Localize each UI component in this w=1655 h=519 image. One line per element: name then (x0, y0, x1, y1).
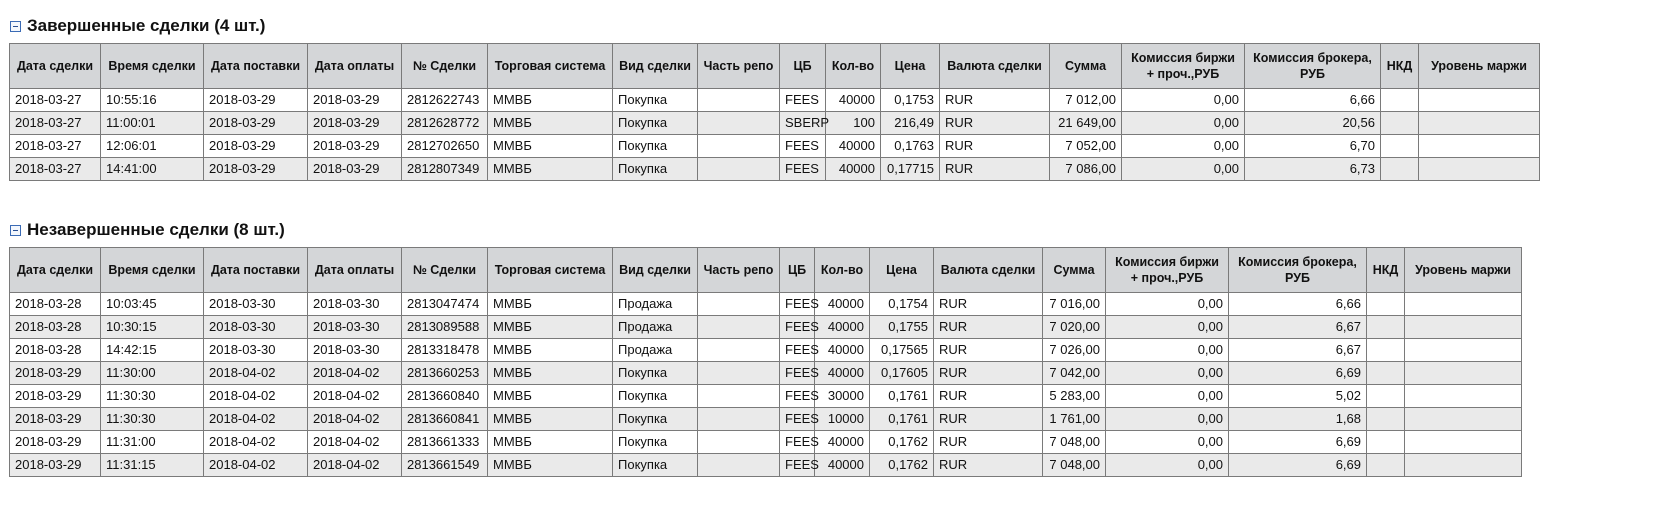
column-header-deal-date: Дата сделки (10, 248, 101, 293)
cell-deal-type: Покупка (613, 89, 698, 112)
cell-quantity: 30000 (815, 385, 870, 408)
cell-security: FEES (780, 431, 815, 454)
column-header-accrued-coupon: НКД (1381, 44, 1419, 89)
cell-repo-part (698, 89, 780, 112)
column-header-deal-date: Дата сделки (10, 44, 101, 89)
cell-delivery-date: 2018-04-02 (204, 385, 308, 408)
cell-payment-date: 2018-04-02 (308, 431, 402, 454)
cell-delivery-date: 2018-04-02 (204, 362, 308, 385)
table-row (10, 293, 1522, 316)
cell-deal-number: 2813661333 (402, 431, 488, 454)
column-header-amount: Сумма (1050, 44, 1122, 89)
cell-deal-date: 2018-03-29 (10, 362, 101, 385)
cell-payment-date: 2018-03-29 (308, 135, 402, 158)
cell-repo-part (698, 454, 780, 477)
cell-delivery-date: 2018-03-29 (204, 135, 308, 158)
cell-broker-fee: 6,67 (1229, 316, 1367, 339)
cell-price: 216,49 (881, 112, 940, 135)
cell-accrued-coupon (1367, 408, 1405, 431)
cell-deal-type: Покупка (613, 362, 698, 385)
table-row (10, 135, 1540, 158)
cell-trading-system: ММВБ (488, 454, 613, 477)
cell-price: 0,17565 (870, 339, 934, 362)
cell-margin-level (1405, 293, 1522, 316)
cell-accrued-coupon (1367, 385, 1405, 408)
cell-repo-part (698, 408, 780, 431)
pending-deals-title-text: Незавершенные сделки (8 шт.) (27, 220, 285, 239)
cell-deal-type: Покупка (613, 112, 698, 135)
cell-amount: 7 048,00 (1043, 431, 1106, 454)
cell-accrued-coupon (1367, 454, 1405, 477)
cell-amount: 7 012,00 (1050, 89, 1122, 112)
cell-trading-system: ММВБ (488, 135, 613, 158)
cell-deal-time: 11:31:00 (101, 431, 204, 454)
cell-deal-number: 2813318478 (402, 339, 488, 362)
cell-delivery-date: 2018-03-29 (204, 112, 308, 135)
cell-repo-part (698, 431, 780, 454)
table-row (10, 89, 1540, 112)
column-header-delivery-date: Дата поставки (204, 44, 308, 89)
column-header-broker-fee: Комиссия брокера, РУБ (1229, 248, 1367, 293)
cell-payment-date: 2018-03-29 (308, 158, 402, 181)
cell-deal-type: Продажа (613, 316, 698, 339)
cell-deal-number: 2812628772 (402, 112, 488, 135)
cell-deal-currency: RUR (940, 158, 1050, 181)
cell-delivery-date: 2018-04-02 (204, 431, 308, 454)
column-header-deal-currency: Валюта сделки (940, 44, 1050, 89)
column-header-price: Цена (870, 248, 934, 293)
cell-price: 0,1763 (881, 135, 940, 158)
cell-security: FEES (780, 293, 815, 316)
cell-amount: 7 026,00 (1043, 339, 1106, 362)
cell-price: 0,1761 (870, 385, 934, 408)
column-header-trading-system: Торговая система (488, 44, 613, 89)
cell-repo-part (698, 316, 780, 339)
cell-amount: 7 042,00 (1043, 362, 1106, 385)
cell-accrued-coupon (1367, 339, 1405, 362)
cell-delivery-date: 2018-03-30 (204, 293, 308, 316)
cell-trading-system: ММВБ (488, 339, 613, 362)
cell-security: FEES (780, 158, 826, 181)
cell-deal-type: Покупка (613, 385, 698, 408)
cell-quantity: 40000 (826, 89, 881, 112)
cell-price: 0,1761 (870, 408, 934, 431)
cell-exchange-fee: 0,00 (1106, 339, 1229, 362)
column-header-security: ЦБ (780, 44, 826, 89)
completed-deals-title-text: Завершенные сделки (4 шт.) (27, 16, 266, 35)
table-row (10, 431, 1522, 454)
cell-deal-time: 14:41:00 (101, 158, 204, 181)
cell-exchange-fee: 0,00 (1122, 112, 1245, 135)
column-header-deal-time: Время сделки (101, 248, 204, 293)
column-header-delivery-date: Дата поставки (204, 248, 308, 293)
cell-broker-fee: 6,66 (1229, 293, 1367, 316)
cell-broker-fee: 6,69 (1229, 362, 1367, 385)
cell-broker-fee: 6,69 (1229, 431, 1367, 454)
cell-deal-time: 10:03:45 (101, 293, 204, 316)
cell-margin-level (1405, 408, 1522, 431)
cell-exchange-fee: 0,00 (1106, 316, 1229, 339)
cell-quantity: 40000 (815, 454, 870, 477)
cell-deal-number: 2812807349 (402, 158, 488, 181)
cell-deal-date: 2018-03-27 (10, 158, 101, 181)
cell-quantity: 40000 (815, 293, 870, 316)
column-header-trading-system: Торговая система (488, 248, 613, 293)
collapse-minus-icon[interactable] (10, 225, 21, 236)
pending-deals-table (9, 247, 1522, 477)
cell-payment-date: 2018-04-02 (308, 362, 402, 385)
column-header-quantity: Кол-во (815, 248, 870, 293)
column-header-exchange-fee: Комиссия биржи + проч.,РУБ (1106, 248, 1229, 293)
cell-deal-number: 2813660253 (402, 362, 488, 385)
column-header-margin-level: Уровень маржи (1419, 44, 1540, 89)
cell-accrued-coupon (1381, 135, 1419, 158)
column-header-amount: Сумма (1043, 248, 1106, 293)
cell-security: FEES (780, 339, 815, 362)
cell-deal-number: 2813660840 (402, 385, 488, 408)
cell-amount: 1 761,00 (1043, 408, 1106, 431)
table-row (10, 385, 1522, 408)
cell-payment-date: 2018-03-29 (308, 89, 402, 112)
cell-payment-date: 2018-04-02 (308, 408, 402, 431)
cell-accrued-coupon (1367, 362, 1405, 385)
cell-broker-fee: 6,66 (1245, 89, 1381, 112)
cell-deal-currency: RUR (940, 112, 1050, 135)
cell-accrued-coupon (1367, 431, 1405, 454)
table-row (10, 112, 1540, 135)
column-header-deal-currency: Валюта сделки (934, 248, 1043, 293)
column-header-accrued-coupon: НКД (1367, 248, 1405, 293)
cell-repo-part (698, 293, 780, 316)
cell-amount: 7 016,00 (1043, 293, 1106, 316)
cell-margin-level (1405, 385, 1522, 408)
cell-deal-type: Покупка (613, 454, 698, 477)
cell-deal-currency: RUR (934, 454, 1043, 477)
cell-deal-currency: RUR (934, 431, 1043, 454)
cell-price: 0,1762 (870, 454, 934, 477)
cell-accrued-coupon (1367, 293, 1405, 316)
cell-deal-number: 2813089588 (402, 316, 488, 339)
cell-price: 0,1762 (870, 431, 934, 454)
column-header-deal-number: № Сделки (402, 44, 488, 89)
table-row (10, 454, 1522, 477)
cell-accrued-coupon (1381, 89, 1419, 112)
cell-deal-type: Покупка (613, 431, 698, 454)
cell-accrued-coupon (1367, 316, 1405, 339)
cell-deal-type: Покупка (613, 158, 698, 181)
table-row (10, 408, 1522, 431)
cell-amount: 7 086,00 (1050, 158, 1122, 181)
completed-deals-title (10, 16, 265, 36)
cell-exchange-fee: 0,00 (1122, 158, 1245, 181)
collapse-minus-icon[interactable] (10, 21, 21, 32)
cell-quantity: 10000 (815, 408, 870, 431)
column-header-quantity: Кол-во (826, 44, 881, 89)
cell-deal-type: Покупка (613, 135, 698, 158)
cell-trading-system: ММВБ (488, 112, 613, 135)
cell-accrued-coupon (1381, 158, 1419, 181)
cell-exchange-fee: 0,00 (1106, 362, 1229, 385)
column-header-payment-date: Дата оплаты (308, 44, 402, 89)
column-header-payment-date: Дата оплаты (308, 248, 402, 293)
cell-margin-level (1405, 454, 1522, 477)
cell-trading-system: ММВБ (488, 158, 613, 181)
cell-amount: 7 052,00 (1050, 135, 1122, 158)
cell-deal-time: 10:30:15 (101, 316, 204, 339)
cell-payment-date: 2018-03-30 (308, 316, 402, 339)
cell-exchange-fee: 0,00 (1106, 385, 1229, 408)
cell-amount: 21 649,00 (1050, 112, 1122, 135)
cell-deal-date: 2018-03-28 (10, 316, 101, 339)
cell-deal-time: 11:30:30 (101, 385, 204, 408)
column-header-security: ЦБ (780, 248, 815, 293)
cell-security: FEES (780, 385, 815, 408)
cell-exchange-fee: 0,00 (1106, 293, 1229, 316)
column-header-exchange-fee: Комиссия биржи + проч.,РУБ (1122, 44, 1245, 89)
cell-deal-currency: RUR (934, 408, 1043, 431)
cell-deal-time: 11:31:15 (101, 454, 204, 477)
cell-deal-date: 2018-03-28 (10, 293, 101, 316)
cell-broker-fee: 6,69 (1229, 454, 1367, 477)
cell-margin-level (1405, 431, 1522, 454)
cell-deal-date: 2018-03-27 (10, 112, 101, 135)
cell-amount: 7 020,00 (1043, 316, 1106, 339)
cell-quantity: 40000 (826, 135, 881, 158)
column-header-deal-type: Вид сделки (613, 248, 698, 293)
cell-delivery-date: 2018-03-29 (204, 89, 308, 112)
cell-deal-currency: RUR (934, 339, 1043, 362)
cell-deal-date: 2018-03-28 (10, 339, 101, 362)
cell-quantity: 40000 (815, 339, 870, 362)
cell-margin-level (1419, 89, 1540, 112)
cell-margin-level (1419, 158, 1540, 181)
cell-price: 0,1753 (881, 89, 940, 112)
table-header-row (10, 248, 1522, 293)
cell-repo-part (698, 112, 780, 135)
cell-deal-time: 11:30:30 (101, 408, 204, 431)
column-header-repo-part: Часть репо (698, 248, 780, 293)
table-row (10, 158, 1540, 181)
cell-exchange-fee: 0,00 (1106, 431, 1229, 454)
cell-delivery-date: 2018-04-02 (204, 454, 308, 477)
cell-quantity: 40000 (815, 362, 870, 385)
cell-trading-system: ММВБ (488, 316, 613, 339)
cell-deal-time: 14:42:15 (101, 339, 204, 362)
cell-quantity: 100 (826, 112, 881, 135)
cell-deal-number: 2813047474 (402, 293, 488, 316)
cell-deal-number: 2813660841 (402, 408, 488, 431)
cell-deal-type: Покупка (613, 408, 698, 431)
cell-broker-fee: 1,68 (1229, 408, 1367, 431)
cell-repo-part (698, 362, 780, 385)
cell-margin-level (1405, 316, 1522, 339)
cell-deal-time: 10:55:16 (101, 89, 204, 112)
cell-deal-time: 11:00:01 (101, 112, 204, 135)
cell-price: 0,1755 (870, 316, 934, 339)
cell-trading-system: ММВБ (488, 431, 613, 454)
cell-payment-date: 2018-03-29 (308, 112, 402, 135)
cell-payment-date: 2018-04-02 (308, 454, 402, 477)
cell-quantity: 40000 (815, 431, 870, 454)
cell-repo-part (698, 135, 780, 158)
cell-deal-date: 2018-03-29 (10, 385, 101, 408)
cell-deal-date: 2018-03-27 (10, 89, 101, 112)
cell-deal-type: Продажа (613, 339, 698, 362)
pending-deals-title (10, 220, 285, 240)
cell-deal-date: 2018-03-27 (10, 135, 101, 158)
cell-deal-currency: RUR (934, 362, 1043, 385)
cell-quantity: 40000 (815, 316, 870, 339)
column-header-repo-part: Часть репо (698, 44, 780, 89)
table-header-row (10, 44, 1540, 89)
cell-security: FEES (780, 135, 826, 158)
cell-trading-system: ММВБ (488, 385, 613, 408)
cell-payment-date: 2018-03-30 (308, 339, 402, 362)
cell-security: FEES (780, 362, 815, 385)
cell-broker-fee: 6,70 (1245, 135, 1381, 158)
cell-amount: 7 048,00 (1043, 454, 1106, 477)
cell-repo-part (698, 385, 780, 408)
column-header-deal-type: Вид сделки (613, 44, 698, 89)
column-header-deal-time: Время сделки (101, 44, 204, 89)
cell-accrued-coupon (1381, 112, 1419, 135)
column-header-deal-number: № Сделки (402, 248, 488, 293)
table-row (10, 362, 1522, 385)
cell-deal-date: 2018-03-29 (10, 408, 101, 431)
cell-payment-date: 2018-03-30 (308, 293, 402, 316)
cell-trading-system: ММВБ (488, 293, 613, 316)
cell-deal-currency: RUR (934, 316, 1043, 339)
cell-deal-number: 2813661549 (402, 454, 488, 477)
cell-exchange-fee: 0,00 (1122, 89, 1245, 112)
cell-exchange-fee: 0,00 (1106, 454, 1229, 477)
cell-broker-fee: 6,67 (1229, 339, 1367, 362)
cell-delivery-date: 2018-03-29 (204, 158, 308, 181)
cell-price: 0,17605 (870, 362, 934, 385)
cell-deal-time: 11:30:00 (101, 362, 204, 385)
cell-repo-part (698, 339, 780, 362)
cell-broker-fee: 6,73 (1245, 158, 1381, 181)
cell-deal-date: 2018-03-29 (10, 431, 101, 454)
cell-deal-date: 2018-03-29 (10, 454, 101, 477)
cell-deal-currency: RUR (934, 385, 1043, 408)
cell-margin-level (1405, 339, 1522, 362)
cell-deal-number: 2812702650 (402, 135, 488, 158)
cell-quantity: 40000 (826, 158, 881, 181)
cell-delivery-date: 2018-03-30 (204, 316, 308, 339)
cell-exchange-fee: 0,00 (1122, 135, 1245, 158)
cell-trading-system: ММВБ (488, 362, 613, 385)
cell-margin-level (1419, 135, 1540, 158)
cell-deal-currency: RUR (940, 135, 1050, 158)
completed-deals-table (9, 43, 1540, 181)
cell-security: FEES (780, 454, 815, 477)
cell-deal-currency: RUR (934, 293, 1043, 316)
table-row (10, 316, 1522, 339)
column-header-margin-level: Уровень маржи (1405, 248, 1522, 293)
cell-deal-number: 2812622743 (402, 89, 488, 112)
cell-security: FEES (780, 316, 815, 339)
cell-price: 0,17715 (881, 158, 940, 181)
cell-deal-type: Продажа (613, 293, 698, 316)
cell-repo-part (698, 158, 780, 181)
cell-security: FEES (780, 408, 815, 431)
column-header-broker-fee: Комиссия брокера, РУБ (1245, 44, 1381, 89)
table-row (10, 339, 1522, 362)
table-body (10, 293, 1522, 477)
cell-security: FEES (780, 89, 826, 112)
cell-trading-system: ММВБ (488, 408, 613, 431)
cell-broker-fee: 20,56 (1245, 112, 1381, 135)
cell-payment-date: 2018-04-02 (308, 385, 402, 408)
table-body (10, 89, 1540, 181)
cell-exchange-fee: 0,00 (1106, 408, 1229, 431)
cell-delivery-date: 2018-04-02 (204, 408, 308, 431)
cell-broker-fee: 5,02 (1229, 385, 1367, 408)
column-header-price: Цена (881, 44, 940, 89)
cell-deal-time: 12:06:01 (101, 135, 204, 158)
cell-deal-currency: RUR (940, 89, 1050, 112)
cell-amount: 5 283,00 (1043, 385, 1106, 408)
cell-delivery-date: 2018-03-30 (204, 339, 308, 362)
cell-price: 0,1754 (870, 293, 934, 316)
cell-margin-level (1419, 112, 1540, 135)
cell-security: SBERP (780, 112, 826, 135)
cell-margin-level (1405, 362, 1522, 385)
cell-trading-system: ММВБ (488, 89, 613, 112)
